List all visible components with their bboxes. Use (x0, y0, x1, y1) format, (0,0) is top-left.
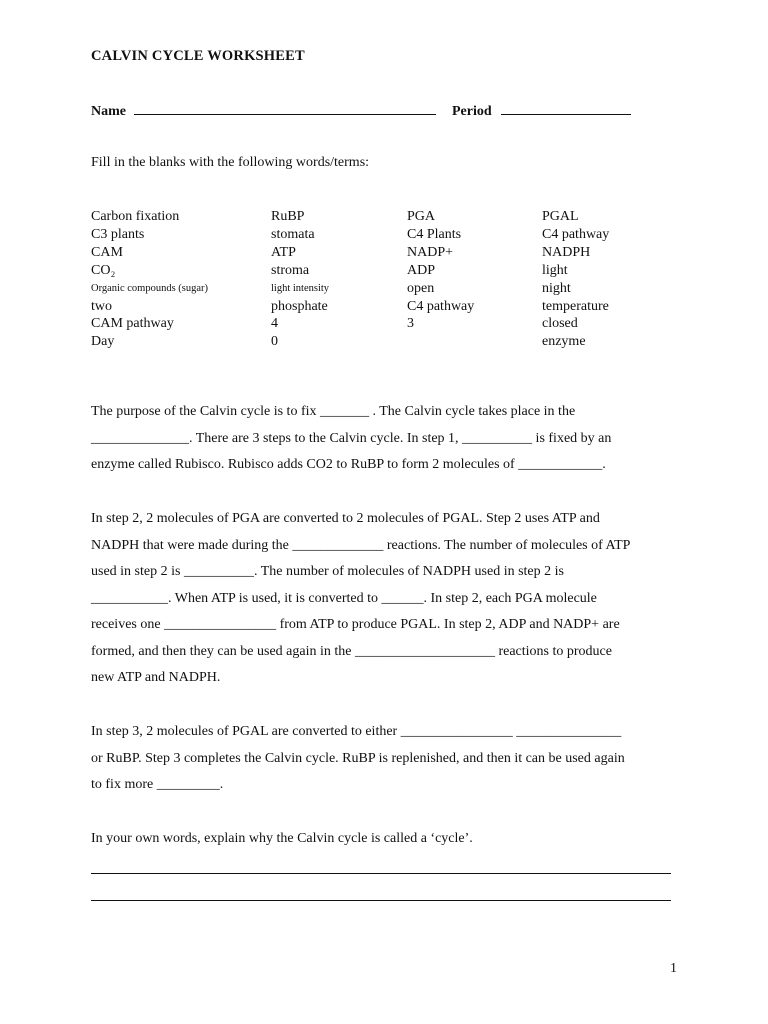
word-bank-term (407, 333, 542, 351)
name-blank[interactable] (134, 101, 436, 115)
paragraph-step-1 (91, 399, 691, 479)
paragraph-line: enzyme called Rubisco. Rubisco adds CO2 to RuBP to form 2 molecules of ____________. (91, 457, 606, 472)
word-bank-term: CAM (91, 244, 123, 260)
page-number: 1 (670, 961, 677, 976)
paragraph-line: or RuBP. Step 3 completes the Calvin cycle. RuBP is replenished, and then it can be used again (91, 750, 625, 766)
worksheet-title: CALVIN CYCLE WORKSHEET (91, 48, 305, 64)
paragraph-line: In your own words, explain why the Calvin cycle is called a ‘cycle’. (91, 831, 473, 846)
word-bank-term: phosphate (271, 298, 328, 314)
word-bank-term: Organic compounds (sugar) (91, 282, 209, 294)
paragraph-step-3 (91, 719, 691, 799)
word-bank-term: C4 pathway (407, 298, 475, 314)
word-bank-row (91, 298, 672, 316)
word-bank-term: ADP (407, 262, 436, 278)
instructions: Fill in the blanks with the following words/terms: (91, 155, 370, 170)
word-bank-term: CO₂ (91, 262, 116, 278)
answer-line[interactable] (91, 873, 671, 874)
word-bank-term: C4 pathway (542, 226, 610, 242)
word-bank-term: closed (542, 316, 578, 332)
word-bank-term: 0 (271, 334, 278, 350)
word-bank-term: PGA (407, 209, 436, 224)
word-bank-term: 4 (271, 316, 278, 332)
paragraph-line: to fix more _________. (91, 777, 224, 792)
word-bank-row (91, 208, 672, 226)
word-bank-term: light (542, 262, 568, 278)
name-label: Name (91, 104, 126, 119)
word-bank-term: open (407, 280, 435, 296)
word-bank-term: C3 plants (91, 226, 145, 242)
paragraph-line: used in step 2 is __________. The number of molecules of NADPH used in step 2 is (91, 564, 564, 579)
paragraph-line: The purpose of the Calvin cycle is to fix _______ . The Calvin cycle takes place in the (91, 404, 576, 419)
word-bank-term: stomata (271, 226, 315, 242)
word-bank-row (91, 262, 672, 280)
paragraph-line: In step 3, 2 molecules of PGAL are converted to either ________________ _______________ (91, 724, 622, 739)
word-bank-term: PGAL (542, 209, 579, 224)
paragraph-line: ______________. There are 3 steps to the Calvin cycle. In step 1, __________ is fixed by an (91, 430, 612, 446)
word-bank-term: two (91, 298, 112, 314)
paragraph-line: NADPH that were made during the _____________ reactions. The number of molecules of ATP (91, 537, 631, 553)
name-period-row (91, 101, 631, 120)
word-bank-term: temperature (542, 298, 609, 314)
paragraph-line: receives one ________________ from ATP to produce PGAL. In step 2, ADP and NADP+ are (91, 617, 620, 632)
paragraph-line: In step 2, 2 molecules of PGA are converted to 2 molecules of PGAL. Step 2 uses ATP and (91, 511, 600, 526)
word-bank-term: NADPH (542, 244, 591, 260)
word-bank-row (91, 226, 672, 244)
word-bank-term: ATP (271, 244, 296, 260)
period-label: Period (452, 104, 492, 119)
paragraph-line: new ATP and NADPH. (91, 670, 221, 685)
word-bank-term: night (542, 280, 571, 296)
period-blank[interactable] (501, 101, 631, 115)
word-bank-row (91, 244, 672, 262)
word-bank-term: 3 (407, 316, 414, 332)
word-bank-term: CAM pathway (91, 316, 174, 332)
paragraph-own-words (91, 826, 691, 853)
paragraph-line: formed, and then they can be used again in the ____________________ reactions to produce (91, 643, 612, 659)
word-bank-row (91, 315, 672, 333)
word-bank-term: NADP+ (407, 244, 454, 260)
paragraph-line: ___________. When ATP is used, it is converted to ______. In step 2, each PGA molecule (91, 590, 597, 606)
word-bank-term: stroma (271, 262, 310, 278)
word-bank-term: Day (91, 334, 115, 350)
word-bank-term: Carbon fixation (91, 209, 180, 224)
answer-line[interactable] (91, 900, 671, 901)
word-bank-table (91, 208, 672, 351)
word-bank-row (91, 333, 672, 351)
word-bank-term: light intensity (271, 282, 330, 294)
word-bank-term: C4 Plants (407, 226, 462, 242)
word-bank-row (91, 280, 672, 298)
word-bank-term: enzyme (542, 334, 586, 350)
paragraph-step-2 (91, 506, 691, 692)
word-bank-term: RuBP (271, 209, 305, 224)
